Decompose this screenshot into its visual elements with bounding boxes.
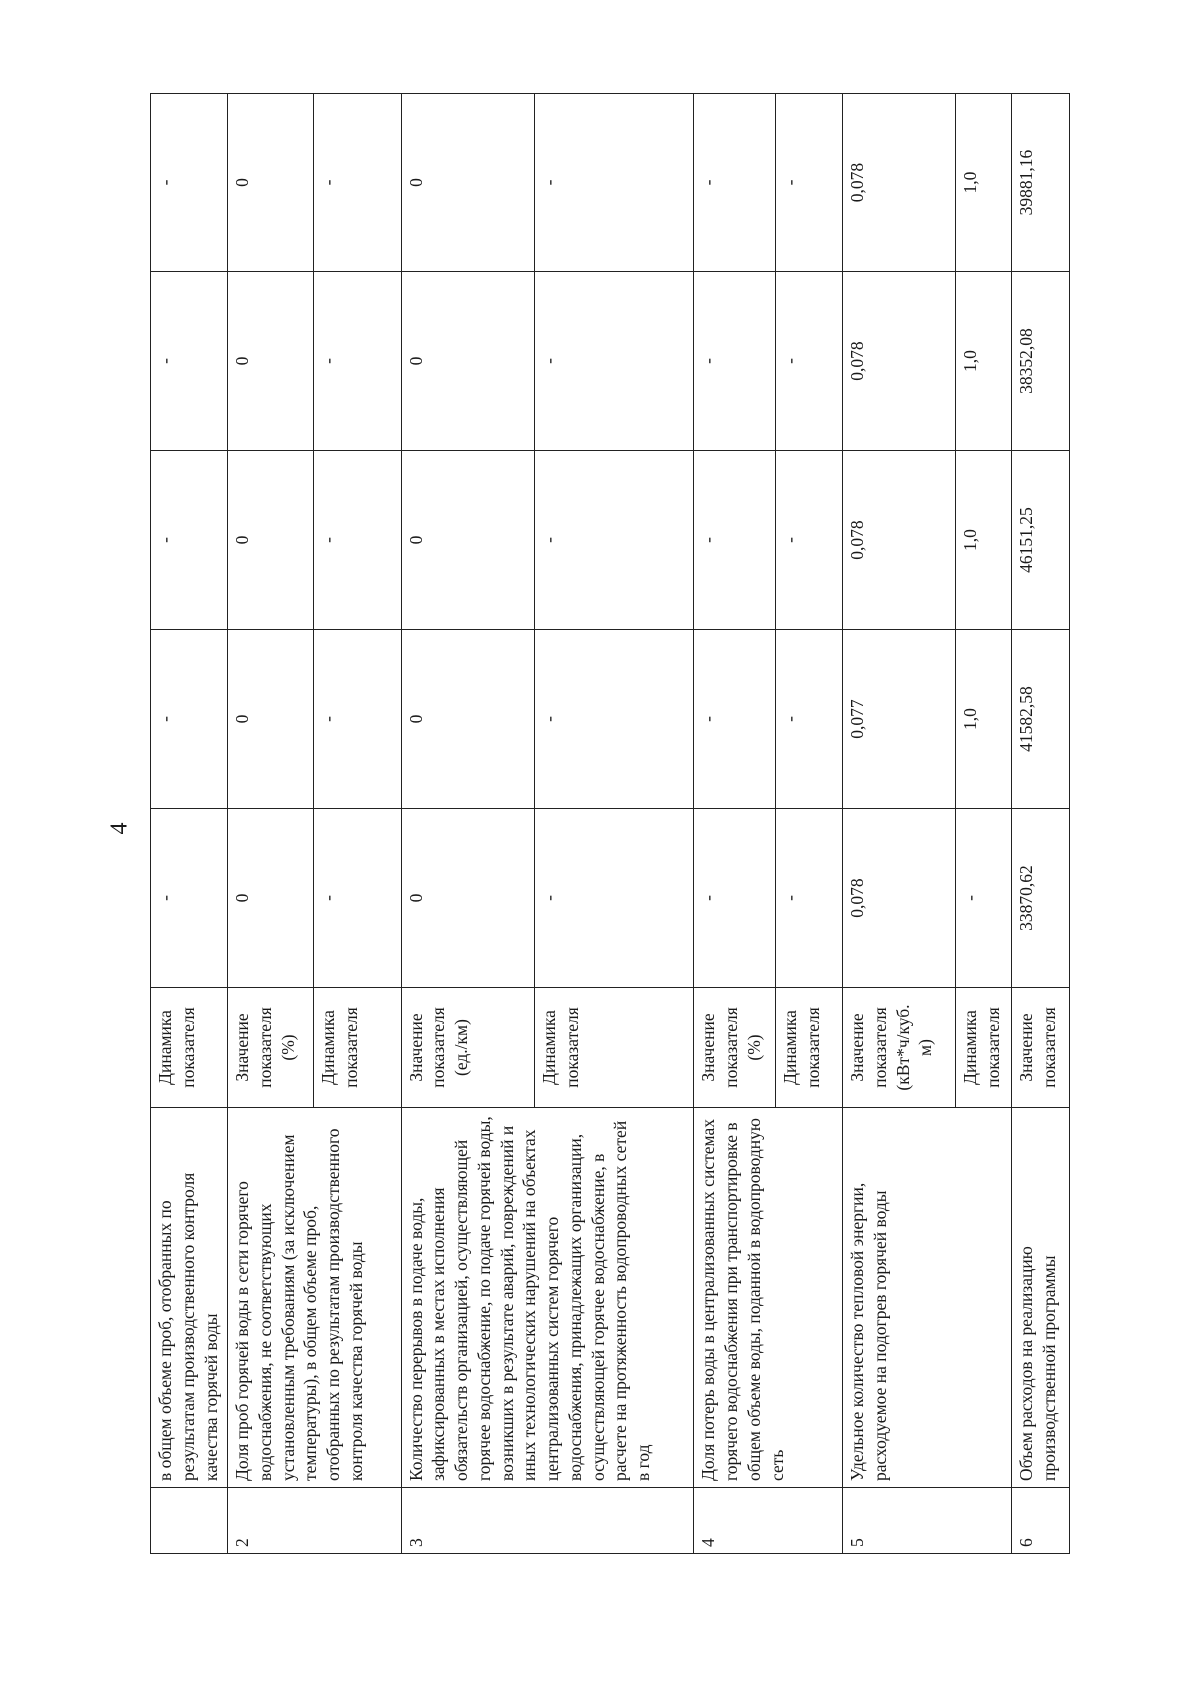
value-cell: - (776, 94, 843, 272)
row-number (151, 1488, 228, 1554)
value-cell: 38352,08 (1012, 272, 1070, 451)
value-cell: 1,0 (955, 630, 1011, 809)
rotated-page-content (150, 94, 1070, 1554)
value-cell: - (151, 451, 228, 630)
indicator-unit: Значение показателя (%) (228, 988, 314, 1108)
value-cell: 33870,62 (1012, 809, 1070, 988)
value-cell: - (694, 630, 776, 809)
indicators-table (150, 93, 1070, 1554)
indicator-name: Количество перерывов в подаче воды, зафиксированных в местах исполнения обязательств организацией, осуществляющей горячее водоснабжение, по подаче горячей воды, возникших в результате аварий, повреждений и иных технологических нарушений на объектах централизованных систем горячего водоснабжения, принадлежащих организации, осуществляющей горячее водоснабжение, в расчете на протяженность водопроводных сетей в год (401, 1108, 694, 1488)
page-number: 4 (106, 822, 133, 835)
indicator-name: Объем расходов на реализацию производственной программы (1012, 1108, 1070, 1488)
value-cell: - (151, 809, 228, 988)
table-row (228, 94, 314, 1554)
value-cell: - (535, 272, 694, 451)
value-cell: - (694, 272, 776, 451)
value-cell: 0 (228, 809, 314, 988)
value-cell: 0 (401, 94, 534, 272)
value-cell: - (314, 272, 401, 451)
value-cell: 46151,25 (1012, 451, 1070, 630)
value-cell: 0,078 (843, 809, 956, 988)
value-cell: - (776, 630, 843, 809)
row-number: 5 (843, 1488, 1012, 1554)
value-cell: 0,077 (843, 630, 956, 809)
indicator-unit: Значение показателя (ед./км) (401, 988, 534, 1108)
value-cell: 0 (228, 630, 314, 809)
value-cell: - (151, 630, 228, 809)
value-cell: 0 (401, 451, 534, 630)
value-cell: - (535, 451, 694, 630)
value-cell: - (151, 272, 228, 451)
value-cell: 0 (401, 272, 534, 451)
table-row (694, 94, 776, 1554)
value-cell: 0,078 (843, 272, 956, 451)
indicator-name: Доля потерь воды в централизованных системах горячего водоснабжения при транспортировке в общем объеме воды, поданной в водопроводную сеть (694, 1108, 843, 1488)
value-cell: 41582,58 (1012, 630, 1070, 809)
indicator-name: в общем объеме проб, отобранных по результатам производственного контроля качества горячей воды (151, 1108, 228, 1488)
table-row (1012, 94, 1070, 1554)
indicator-unit: Значение показателя (кВт*ч/куб. м) (843, 988, 956, 1108)
value-cell: - (151, 94, 228, 272)
value-cell: - (314, 94, 401, 272)
row-number: 6 (1012, 1488, 1070, 1554)
value-cell: - (535, 809, 694, 988)
indicator-unit: Значение показателя (%) (694, 988, 776, 1108)
row-number: 2 (228, 1488, 401, 1554)
table-row (843, 94, 956, 1554)
indicator-unit: Динамика показателя (776, 988, 843, 1108)
value-cell: - (776, 451, 843, 630)
indicator-unit: Динамика показателя (151, 988, 228, 1108)
value-cell: 1,0 (955, 451, 1011, 630)
value-cell: - (694, 94, 776, 272)
value-cell: - (535, 630, 694, 809)
value-cell: - (314, 630, 401, 809)
value-cell: - (955, 809, 1011, 988)
indicator-unit: Динамика показателя (535, 988, 694, 1108)
value-cell: - (314, 451, 401, 630)
value-cell: 1,0 (955, 94, 1011, 272)
value-cell: - (776, 809, 843, 988)
value-cell: - (694, 451, 776, 630)
value-cell: - (694, 809, 776, 988)
value-cell: 1,0 (955, 272, 1011, 451)
value-cell: 39881,16 (1012, 94, 1070, 272)
indicator-name: Доля проб горячей воды в сети горячего водоснабжения, не соответствующих установленным требованиям (за исключением температуры), в общем объеме проб, отобранных по результатам производственного контроля качества горячей воды (228, 1108, 401, 1488)
indicator-name: Удельное количество тепловой энергии, расходуемое на подогрев горячей воды (843, 1108, 1012, 1488)
indicator-unit: Динамика показателя (955, 988, 1011, 1108)
value-cell: 0,078 (843, 94, 956, 272)
value-cell: 0,078 (843, 451, 956, 630)
row-number: 4 (694, 1488, 843, 1554)
table-row (151, 94, 228, 1554)
value-cell: 0 (228, 272, 314, 451)
value-cell: 0 (401, 809, 534, 988)
row-number: 3 (401, 1488, 694, 1554)
indicator-unit: Динамика показателя (314, 988, 401, 1108)
value-cell: - (776, 272, 843, 451)
value-cell: 0 (228, 451, 314, 630)
value-cell: - (314, 809, 401, 988)
table-row (401, 94, 534, 1554)
value-cell: 0 (228, 94, 314, 272)
value-cell: - (535, 94, 694, 272)
value-cell: 0 (401, 630, 534, 809)
indicator-unit: Значение показателя (1012, 988, 1070, 1108)
